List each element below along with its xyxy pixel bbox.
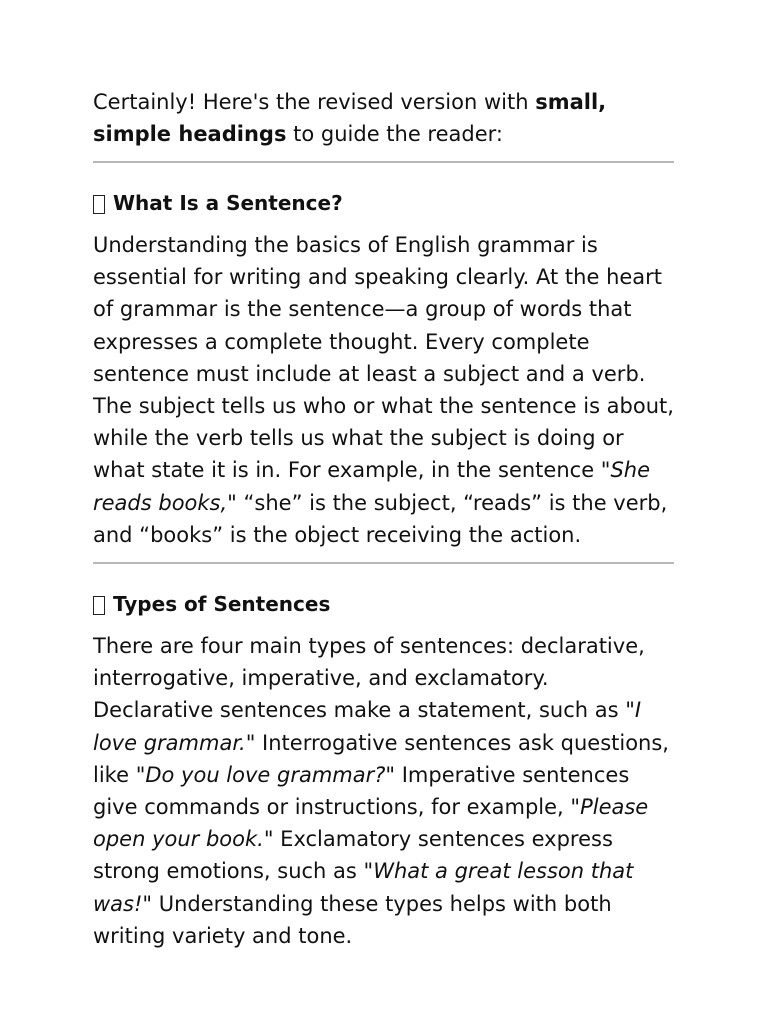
intro-bold-text: small, simple headings <box>93 90 607 146</box>
example-quote: "Please open your book." <box>93 795 649 852</box>
missing-glyph-icon <box>93 195 105 214</box>
paragraph-text: “she” is the subject, “reads” is the verb, and “books” is the object receiving the action. <box>93 490 668 547</box>
example-quote: "What a great lesson that was!" <box>93 859 634 916</box>
section-paragraph-types-of-sentences <box>93 630 674 952</box>
example-quote: "She reads books," <box>93 458 651 515</box>
paragraph-text: Understanding these types helps with both writing variety and tone. <box>93 891 612 948</box>
paragraph-text: Exclamatory sentences express strong emotions, such as <box>93 827 613 884</box>
intro-paragraph <box>93 86 674 150</box>
section-heading-what-is-a-sentence <box>93 189 674 217</box>
section-paragraph-what-is-a-sentence <box>93 229 674 551</box>
section-heading-text: What Is a Sentence? <box>113 191 343 215</box>
paragraph-text: Imperative sentences give commands or instructions, for example, <box>93 762 630 820</box>
intro-text-before: Certainly! Here's the revised version with <box>93 90 536 114</box>
divider-1 <box>93 161 674 163</box>
paragraph-text: Interrogative sentences ask questions, like <box>93 730 669 787</box>
example-quote: "I love grammar." <box>93 698 642 755</box>
section-heading-text: Types of Sentences <box>113 592 331 617</box>
section-heading-types-of-sentences <box>93 590 674 618</box>
divider-2 <box>93 562 674 564</box>
paragraph-text: Understanding the basics of English grammar is essential for writing and speaking clearly. At the heart of grammar is the sentence—a group of words that expresses a complete thought. Every complete sentence must include at least a subject and a verb. The subject tells us who or what the sentence is about, while the verb tells us what the subject is doing or what state it is in. For example, in the sentence <box>93 233 674 483</box>
example-quote: "Do you love grammar?" <box>135 762 396 787</box>
missing-glyph-icon <box>93 596 105 615</box>
paragraph-text: There are four main types of sentences: declarative, interrogative, imperative, and exclamatory. Declarative sentences make a statement, such as <box>93 634 645 723</box>
intro-text-after: to guide the reader: <box>286 122 503 146</box>
